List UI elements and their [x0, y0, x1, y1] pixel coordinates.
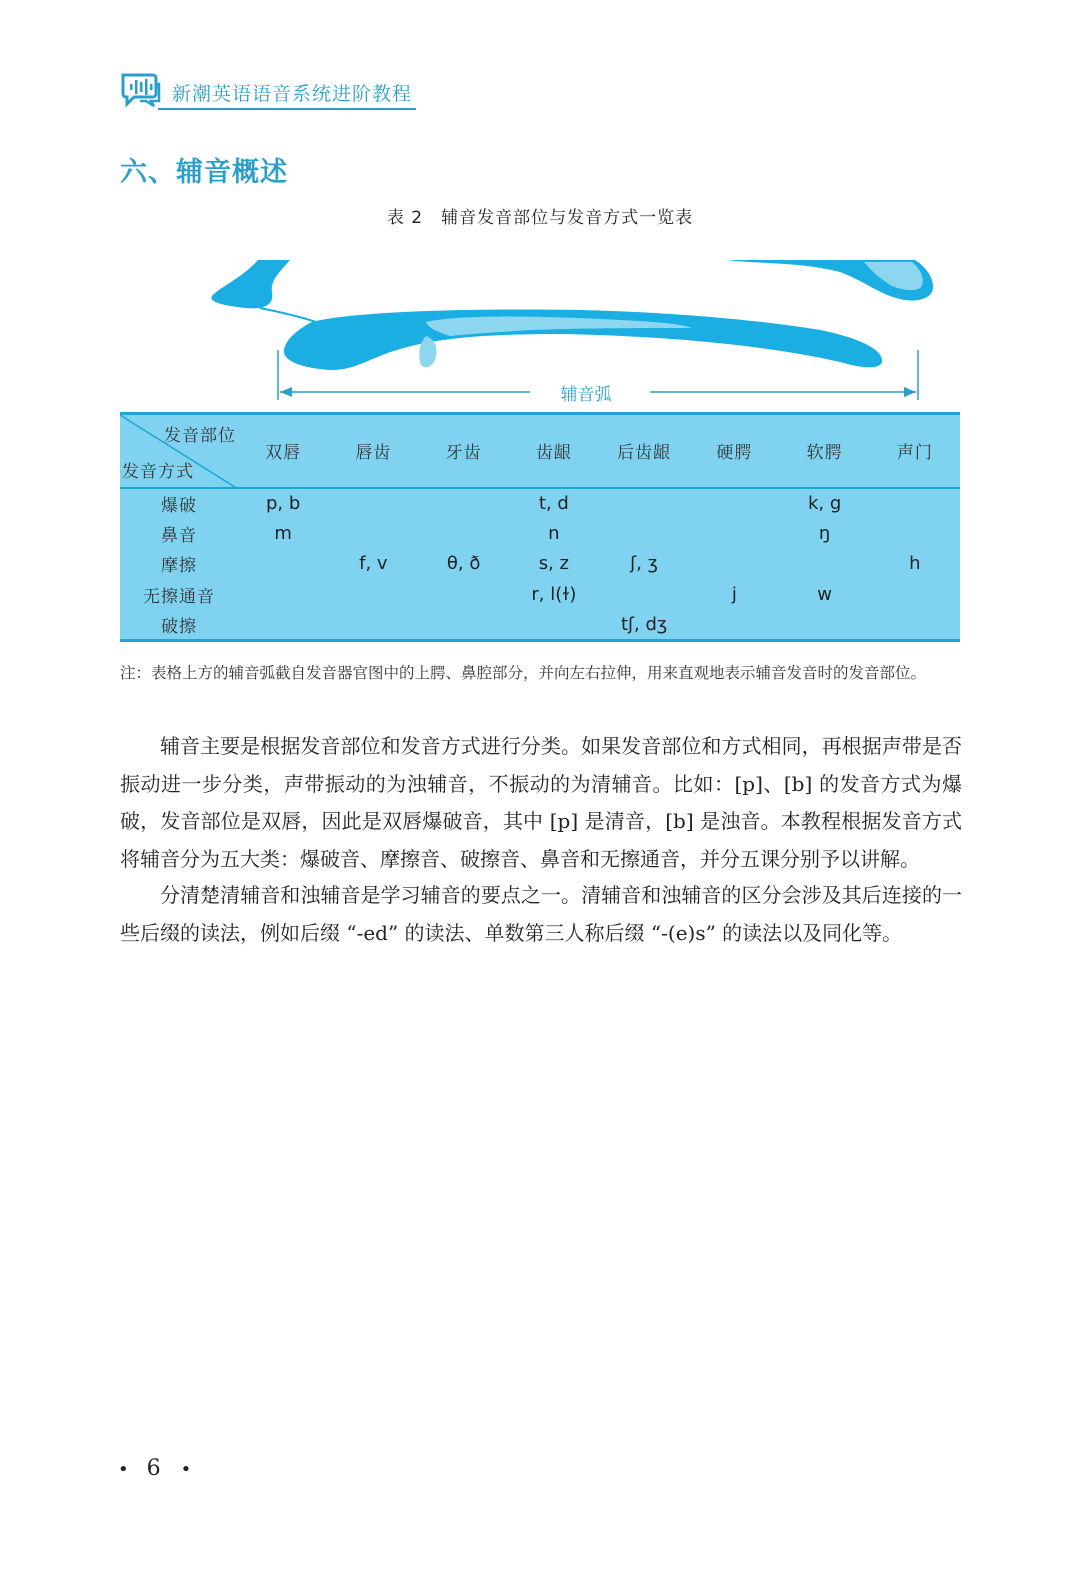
table-cell — [419, 518, 509, 549]
table-note: 注：表格上方的辅音弧截自发音器官图中的上腭、鼻腔部分，并向左右拉伸，用来直观地表示辅音发音时的发音部位。 — [120, 664, 927, 682]
column-header: 唇齿 — [355, 443, 392, 464]
upper-lip-shape — [211, 260, 290, 308]
table-cell: θ, ð — [446, 553, 481, 575]
table-cell: w — [817, 583, 832, 605]
column-header: 双唇 — [265, 443, 302, 464]
corner-place-label: 发音部位 — [164, 426, 236, 446]
table-cell: k, g — [807, 492, 842, 514]
table-cell — [599, 518, 689, 549]
page-number: 6 — [146, 1456, 161, 1481]
table-cell: ʃ, ʒ — [630, 553, 659, 575]
table-cell: m — [274, 522, 292, 544]
table-cell: s, z — [538, 553, 570, 575]
running-header — [118, 70, 418, 112]
table-cell: tʃ, dʒ — [620, 613, 668, 635]
table-caption: 表 2 辅音发音部位与发音方式一览表 — [386, 208, 694, 228]
table-cell — [419, 610, 509, 641]
body-paragraph: 辅音主要是根据发音部位和发音方式进行分类。如果发音部位和方式相同，再根据声带是否振动进一步分类，声带振动的为浊辅音，不振动的为清辅音。比如：[p]、[b] 的发音方式为爆破，发音部位是双唇，因此是双唇爆破音，其中 [p] 是清音，[b] 是浊音。本教程根据发音方式将辅音分为五大类：爆破音、摩擦音、破擦音、鼻音和无擦通音，并分五课分别予以讲解。 — [120, 734, 962, 871]
lip-line — [260, 308, 316, 322]
table-cell — [328, 579, 418, 610]
table-cell — [689, 518, 779, 549]
row-label: 摩擦 — [161, 556, 197, 577]
table-cell — [599, 488, 689, 519]
page-footer — [118, 1456, 191, 1481]
table-cell — [870, 518, 960, 549]
row-label: 无擦通音 — [143, 586, 215, 607]
table-cell — [689, 610, 779, 641]
table-cell — [689, 488, 779, 519]
table-cell: r, l(ɫ) — [531, 583, 577, 605]
arrow-left-head — [280, 387, 292, 397]
column-header: 后齿龈 — [617, 443, 672, 464]
table-row — [120, 549, 960, 580]
row-label: 破擦 — [161, 616, 197, 637]
table-cell — [238, 610, 328, 641]
column-header: 声门 — [896, 443, 933, 464]
table-cell — [689, 549, 779, 580]
table-cell — [238, 549, 328, 580]
table-cell — [870, 579, 960, 610]
column-header: 齿龈 — [535, 443, 572, 464]
table-cell: ŋ — [818, 522, 831, 544]
header-rule — [158, 108, 416, 110]
column-header: 硬腭 — [716, 443, 753, 464]
footer-bullet-right: • — [180, 1459, 192, 1480]
table-cell: j — [731, 583, 737, 605]
speech-bubble-waveform-icon — [120, 72, 162, 108]
corner-manner-label: 发音方式 — [122, 461, 194, 482]
table-cell — [419, 579, 509, 610]
footer-bullet-left: • — [118, 1459, 129, 1480]
table-cell — [780, 549, 870, 580]
book-title: 新潮英语语音系统进阶教程 — [172, 83, 413, 105]
table-cell — [870, 610, 960, 641]
table-cell — [328, 518, 418, 549]
table-cell — [328, 488, 418, 519]
table-row — [120, 610, 960, 641]
section-title: 六、辅音概述 — [120, 157, 288, 188]
table-row — [120, 518, 960, 549]
column-header: 软腭 — [806, 443, 843, 464]
table-cell: t, d — [538, 492, 569, 514]
table-header-row — [120, 414, 960, 488]
row-label: 鼻音 — [161, 525, 197, 546]
table-cell: p, b — [265, 492, 301, 514]
table-cell: n — [548, 522, 560, 544]
consonant-table — [120, 412, 960, 642]
table-cell — [509, 610, 599, 641]
column-header: 牙齿 — [445, 443, 482, 464]
arrow-right-head — [904, 387, 916, 397]
table-cell: f, v — [359, 553, 388, 575]
arc-label: 辅音弧 — [540, 380, 632, 405]
table-row — [120, 488, 960, 519]
table-cell: h — [909, 553, 921, 575]
body-paragraph: 分清楚清辅音和浊辅音是学习辅音的要点之一。清辅音和浊辅音的区分会涉及其后连接的一些后缀的读法，例如后缀 “-ed” 的读法、单数第三人称后缀 “-(e)s” 的读法以及同化等。 — [120, 883, 962, 945]
table-cell — [599, 579, 689, 610]
table-cell — [419, 488, 509, 519]
table-cell — [328, 610, 418, 641]
table-corner-cell — [120, 414, 238, 488]
table-row — [120, 579, 960, 610]
table-cell — [238, 579, 328, 610]
row-label: 爆破 — [161, 495, 197, 516]
table-cell — [870, 488, 960, 519]
table-cell — [780, 610, 870, 641]
